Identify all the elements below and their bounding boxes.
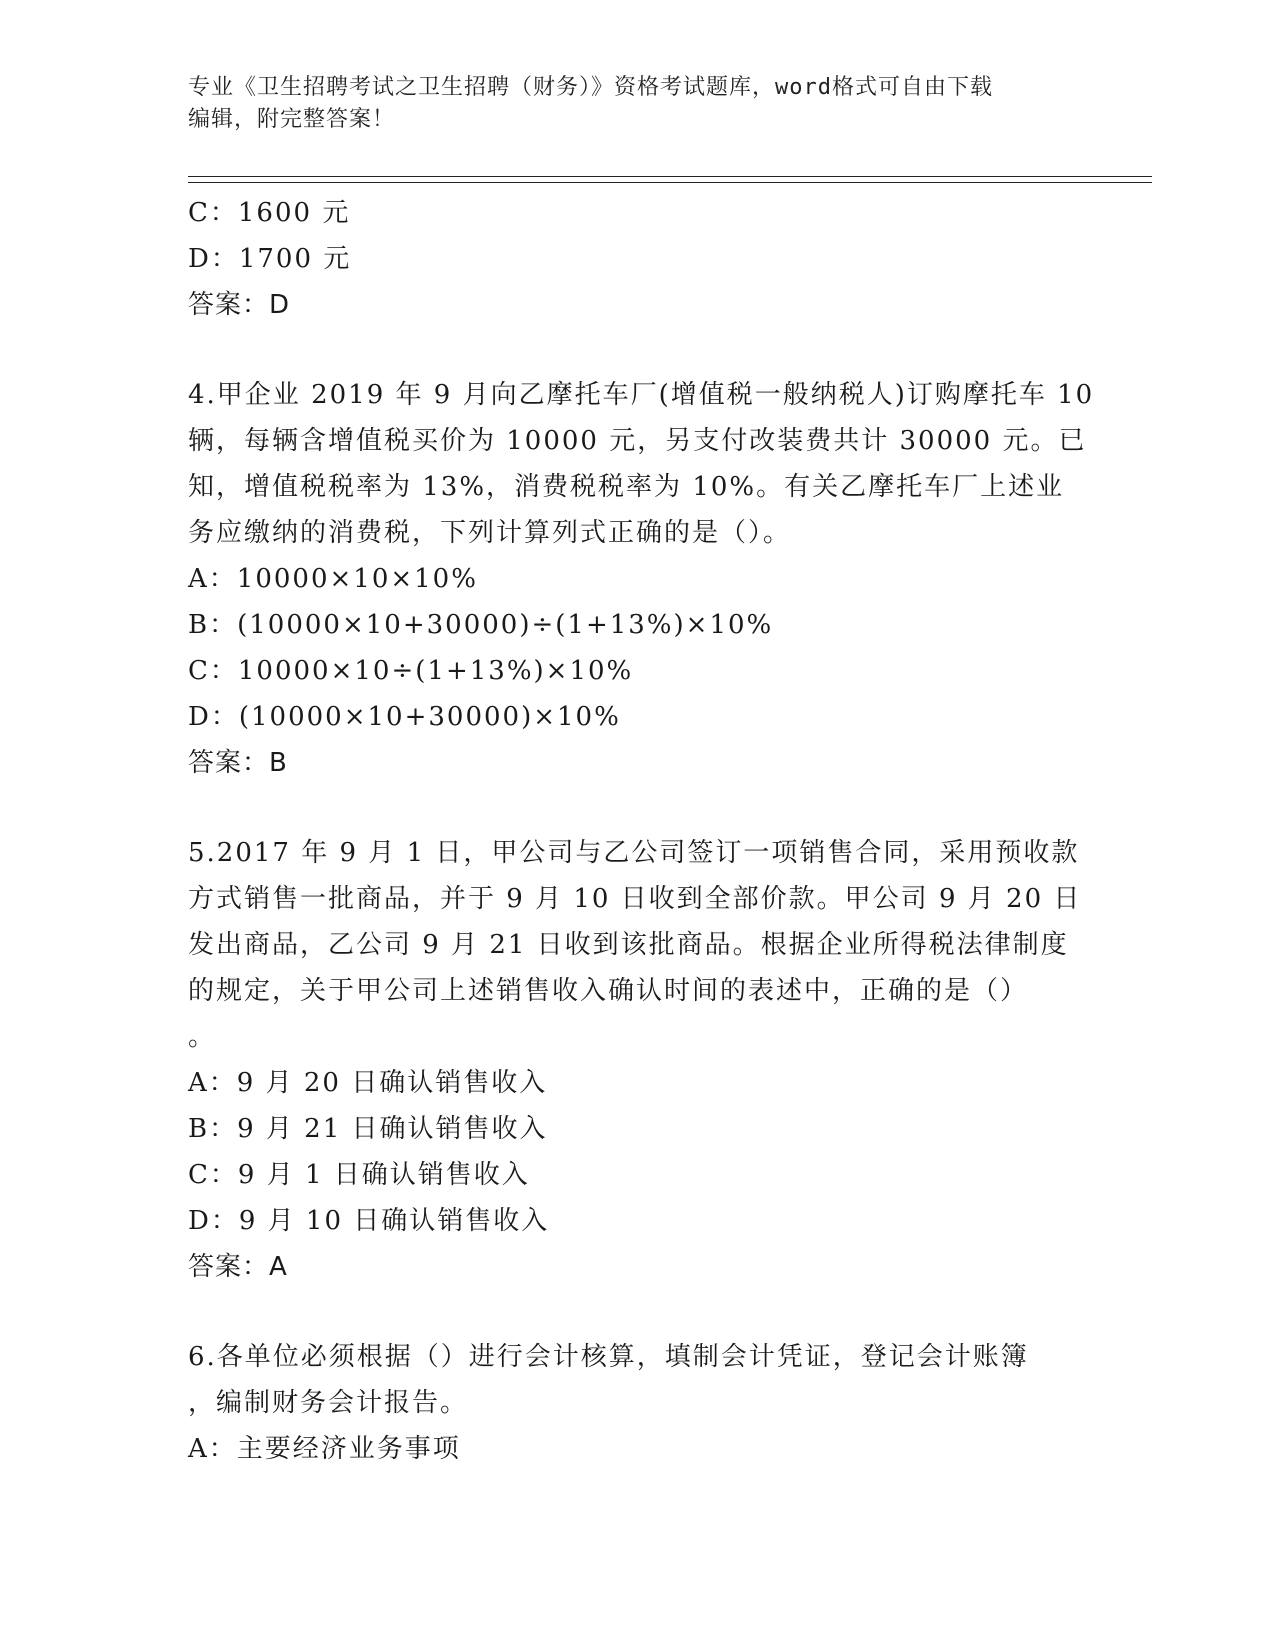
option-d: D：(10000×10+30000)×10% [188,702,621,732]
answer-line: 答案：D [188,290,291,320]
answer-line: 答案：B [188,748,288,778]
question-5 [188,830,1088,1290]
question-stem-line: 发出商品，乙公司 9 月 21 日收到该批商品。根据企业所得税法律制度 [188,930,1069,960]
option-c: C：9 月 1 日确认销售收入 [188,1160,530,1190]
question-stem-line: 4.甲企业 2019 年 9 月向乙摩托车厂(增值税一般纳税人)订购摩托车 10 [188,380,1095,410]
question-stem-line: 5.2017 年 9 月 1 日，甲公司与乙公司签订一项销售合同，采用预收款 [188,838,1080,868]
question-3-tail [188,190,1088,328]
question-stem-line: 务应缴纳的消费税，下列计算列式正确的是（）。 [188,518,792,548]
question-4 [188,372,1095,786]
option-c: C：1600 元 [188,198,351,228]
page-header [188,72,1088,136]
question-stem-line: 。 [188,1022,217,1052]
option-d: D：9 月 10 日确认销售收入 [188,1206,550,1236]
option-b: B：(10000×10+30000)÷(1+13%)×10% [188,610,774,640]
question-stem-line: 辆，每辆含增值税买价为 10000 元，另支付改装费共计 30000 元。已 [188,426,1087,456]
header-divider-top [188,176,1152,177]
document-body [188,190,1095,1472]
header-line-2: 编辑，附完整答案！ [188,107,396,132]
option-b: B：9 月 21 日确认销售收入 [188,1114,548,1144]
option-c: C：10000×10÷(1+13%)×10% [188,656,634,686]
header-divider-bottom [188,182,1152,183]
option-a: A：9 月 20 日确认销售收入 [188,1068,548,1098]
option-d: D：1700 元 [188,244,352,274]
option-a: A：主要经济业务事项 [188,1434,461,1464]
answer-line: 答案：A [188,1252,288,1282]
question-stem-line: ，编制财务会计报告。 [188,1388,469,1418]
question-stem-line: 知，增值税税率为 13%，消费税税率为 10%。有关乙摩托车厂上述业 [188,472,1065,502]
question-stem-line: 6.各单位必须根据（）进行会计核算，填制会计凭证，登记会计账簿 [188,1342,1029,1372]
question-stem-line: 方式销售一批商品，并于 9 月 10 日收到全部价款。甲公司 9 月 20 日 [188,884,1082,914]
option-a: A：10000×10×10% [188,564,478,594]
header-line-1: 专业《卫生招聘考试之卫生招聘（财务）》资格考试题库，word格式可自由下载 [188,75,993,100]
question-6 [188,1334,1088,1472]
question-stem-line: 的规定，关于甲公司上述销售收入确认时间的表述中，正确的是（） [188,976,1029,1006]
